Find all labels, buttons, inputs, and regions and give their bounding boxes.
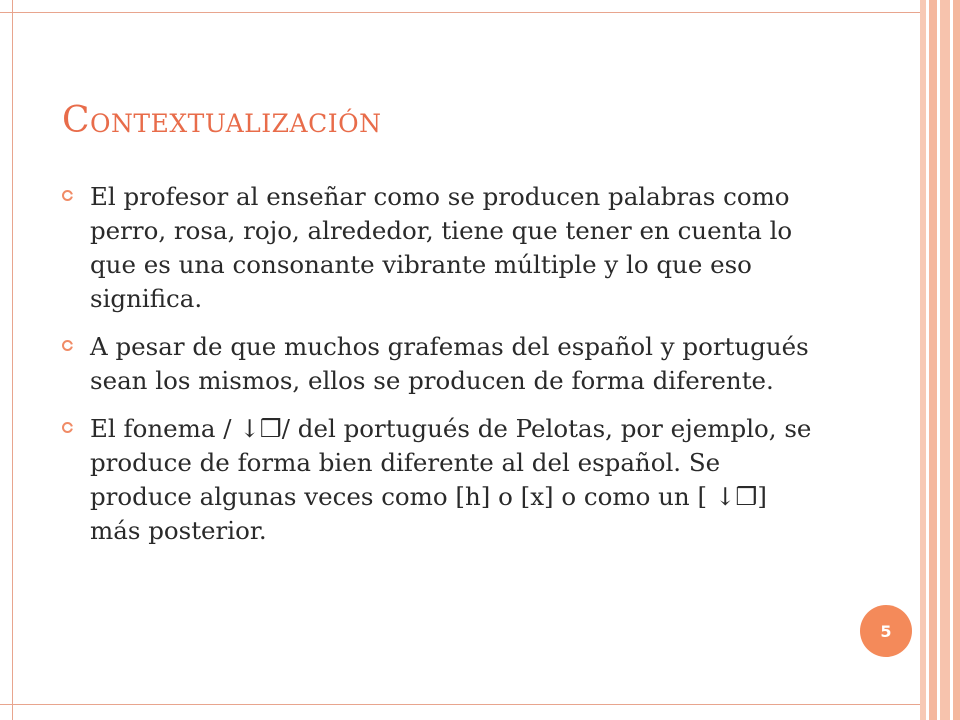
frame-top-border <box>0 0 920 13</box>
bullet-text: El profesor al enseñar como se producen palabras como perro, rosa, rojo, alrededor, tiene que tener en cuenta lo que es una consonante vibrante múltiple y lo que eso significa. <box>90 182 793 313</box>
frame-bottom-border <box>0 704 920 705</box>
bullet-icon <box>62 340 73 351</box>
bullet-icon <box>62 190 73 201</box>
bullet-item <box>62 330 822 398</box>
bullet-list <box>62 180 822 562</box>
slide-title: Contextualización <box>62 100 382 141</box>
bullet-item <box>62 412 822 548</box>
bullet-item <box>62 180 822 316</box>
frame-left-border <box>0 0 13 720</box>
bullet-text: A pesar de que muchos grafemas del español y portugués sean los mismos, ellos se producen de forma diferente. <box>90 332 809 395</box>
bullet-icon <box>62 422 73 433</box>
page-number-badge: 5 <box>860 605 912 657</box>
bullet-text: El fonema / ↓❒/ del portugués de Pelotas, por ejemplo, se produce de forma bien diferente al del español. Se produce algunas veces como [h] o [x] o como un [ ↓❒] más posterior. <box>90 414 812 545</box>
decorative-stripes <box>920 0 960 720</box>
